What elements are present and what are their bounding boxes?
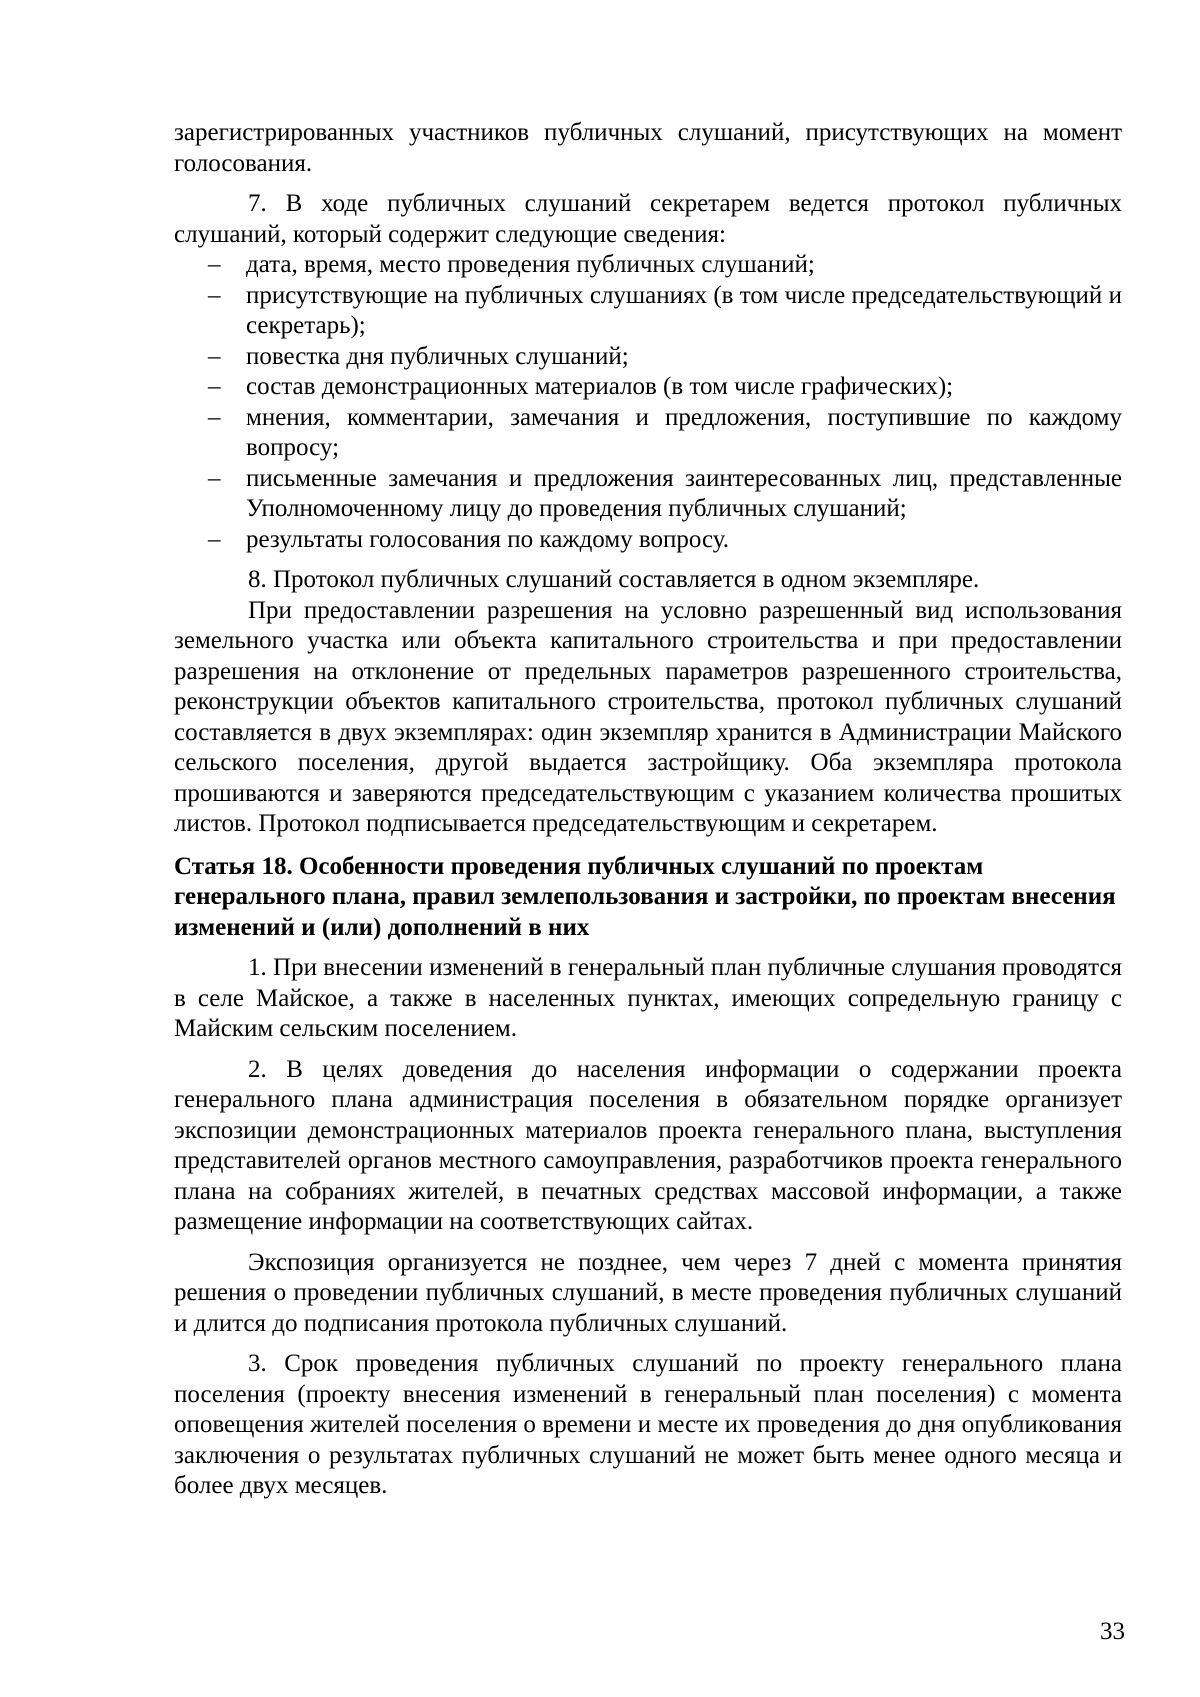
- paragraph-item-8-continued: При предоставлении разрешения на условно разрешенный вид использования земельного участка или объекта капитального строительства и при предоставлении разрешения на отклонение от предельных параметров разрешенного строительства, реконструкции объектов капитального строительства, протокол публичных слушаний составляется в двух экземплярах: один экземпляр хранится в Администрации Майского сельского поселения, другой выдается застройщику. Оба экземпляра протокола прошиваются и заверяются председательствующим с указанием количества прошитых листов. Протокол подписывается председательствующим и секретарем.: [174, 596, 1122, 837]
- dash-marker: –: [208, 403, 221, 431]
- paragraph-continuation: зарегистрированных участников публичных слушаний, присутствующих на момент голосования.: [174, 119, 1122, 177]
- list-item: [174, 525, 1122, 556]
- list-item-text: результаты голосования по каждому вопросу.: [246, 525, 730, 553]
- paragraph-item-7: 7. В ходе публичных слушаний секретарем ведется протокол публичных слушаний, который содержит следующие сведения:: [174, 190, 1122, 248]
- dash-marker: –: [208, 281, 221, 309]
- paragraph-item-8: 8. Протокол публичных слушаний составляется в одном экземпляре.: [248, 566, 980, 593]
- list-item: [174, 342, 1122, 373]
- list-item: [174, 250, 1122, 281]
- list-item-text: повестка дня публичных слушаний;: [246, 342, 629, 370]
- article-18-paragraph-2: 2. В целях доведения до населения информации о содержании проекта генерального плана администрация поселения в обязательном порядке организует экспозиции демонстрационных материалов проекта генерального плана, выступления представителей органов местного самоуправления, разработчиков проекта генерального плана на собраниях жителей, в печатных средствах массовой информации, а также размещение информации на соответствующих сайтах.: [174, 1055, 1122, 1235]
- page-body: [174, 118, 1122, 1502]
- dash-marker: –: [208, 525, 221, 553]
- list-item-text: присутствующие на публичных слушаниях (в том числе председательствующий и секретарь);: [246, 281, 1122, 339]
- protocol-contents-list: [174, 250, 1122, 555]
- list-item: [174, 372, 1122, 403]
- list-item-text: письменные замечания и предложения заинтересованных лиц, представленные Уполномоченному лицу до проведения публичных слушаний;: [246, 464, 1122, 522]
- article-18-paragraph-1: 1. При внесении изменений в генеральный план публичные слушания проводятся в селе Майское, а также в населенных пунктах, имеющих сопредельную границу с Майским сельским поселением.: [174, 954, 1122, 1042]
- list-item-text: мнения, комментарии, замечания и предложения, поступившие по каждому вопросу;: [246, 403, 1122, 461]
- article-18-heading: Статья 18. Особенности проведения публичных слушаний по проектам генерального плана, правил землепользования и застройки, по проектам внесения изменений и (или) дополнений в них: [174, 852, 1116, 941]
- list-item-text: дата, время, место проведения публичных слушаний;: [246, 251, 815, 278]
- page-number: 33: [1100, 1618, 1125, 1645]
- list-item: [174, 464, 1122, 525]
- dash-marker: –: [208, 373, 221, 400]
- list-item-text: состав демонстрационных материалов (в том числе графических);: [246, 373, 954, 400]
- list-item: [174, 281, 1122, 342]
- article-18-paragraph-3: 3. Срок проведения публичных слушаний по проекту генерального плана поселения (проекту внесения изменений в генеральный план поселения) с момента оповещения жителей поселения о времени и месте их проведения до дня опубликования заключения о результатах публичных слушаний не может быть менее одного месяца и более двух месяцев.: [174, 1350, 1122, 1499]
- dash-marker: –: [208, 464, 221, 492]
- dash-marker: –: [208, 251, 221, 278]
- article-18-paragraph-2-continued: Экспозиция организуется не позднее, чем через 7 дней с момента принятия решения о проведении публичных слушаний, в месте проведения публичных слушаний и длится до подписания протокола публичных слушаний.: [174, 1248, 1122, 1337]
- list-item: [174, 403, 1122, 464]
- dash-marker: –: [208, 342, 221, 370]
